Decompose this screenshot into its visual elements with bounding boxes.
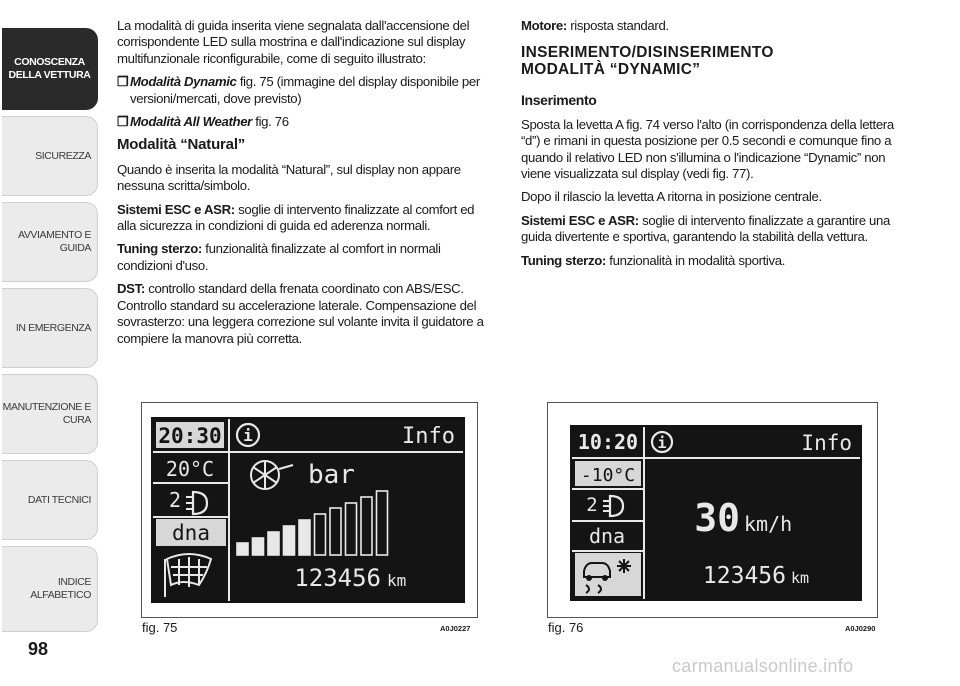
inserimento-subheading: Inserimento <box>521 92 597 109</box>
tab-label-line2: CURA <box>62 414 91 426</box>
tab-label-line1: IN EMERGENZA <box>15 321 91 334</box>
temperature-readout: 20°C <box>165 457 215 481</box>
odometer-readout: 123456 <box>702 563 786 589</box>
tab-indice-alfabetico[interactable] <box>2 546 98 632</box>
tab-in-emergenza[interactable] <box>2 288 98 368</box>
esc-term: Sistemi ESC e ASR: <box>521 212 639 228</box>
dst-term: DST: <box>117 281 145 297</box>
tuning-term: Tuning sterzo: <box>521 252 606 268</box>
boost-bar <box>268 532 279 555</box>
section-title-line1: INSERIMENTO/DISINSERIMENTO <box>521 44 774 62</box>
bullet-text: fig. 76 <box>251 114 289 130</box>
tab-label-line2: DELLA VETTURA <box>8 69 91 81</box>
tab-label-line1: MANUTENZIONE E <box>2 401 91 413</box>
tuning-term: Tuning sterzo: <box>117 241 202 257</box>
release-paragraph: Dopo il rilascio la levetta A ritorna in posizione centrale. <box>521 189 822 205</box>
motore-text: risposta standard. <box>566 18 669 33</box>
boost-bar <box>361 497 372 555</box>
speed-readout: 30 <box>694 496 740 540</box>
checkbox-bullet-icon: ❒ <box>117 114 129 130</box>
instruction-paragraph: Sposta la levetta A fig. 74 verso l'alto (in corrispondenza della lettera “d”) e rimani in questa posizione per 0.5 secondi e comunque fino a quando il relativo LED non s'illumina o l'indicazione “Dynamic” non viene visualizzata sul display (vedi fig. 77). <box>521 116 894 182</box>
info-circle-icon <box>652 432 672 452</box>
section-title <box>521 44 907 78</box>
esc-text: soglie di intervento finalizzate al comfort ed alla sicurezza in condizioni di guida ed aderenza normali. <box>117 201 475 234</box>
esc-term: Sistemi ESC e ASR: <box>117 201 235 217</box>
boost-label: bar <box>308 460 355 490</box>
headlight-icon <box>603 496 623 516</box>
watermark: carmanualsonline.info <box>672 656 854 676</box>
tab-sicurezza[interactable] <box>2 116 98 196</box>
tuning-text: funzionalità finalizzate al comfort in normali condizioni d'uso. <box>117 241 441 273</box>
display-dynamic <box>151 417 465 603</box>
tab-manutenzione-e-cura[interactable] <box>2 374 98 454</box>
tab-label-line1: CONOSCENZA <box>14 56 85 68</box>
turbo-icon <box>251 461 293 489</box>
page-number: 98 <box>28 639 49 659</box>
bullet-title: Modalità All Weather <box>130 114 252 130</box>
intro-paragraph: La modalità di guida inserita viene segnalata dall'accensione del corrispondente LED sulla mostrina e dall'indicazione sul display multifunzionale riconfigurabile, come di seguito illustrato: <box>117 18 470 66</box>
boost-bar <box>299 520 310 555</box>
esc-paragraph <box>117 202 489 235</box>
chapter-sidebar <box>0 0 100 686</box>
tuning-paragraph <box>521 253 907 269</box>
gear-readout: 2 <box>586 494 598 516</box>
tab-label-line1: SICUREZZA <box>35 149 91 162</box>
boost-bar <box>330 508 341 555</box>
info-circle-icon <box>237 424 259 446</box>
tab-label-line2: GUIDA <box>59 242 91 254</box>
esc-text: soglie di intervento finalizzate a garantire una guida divertente e sportiva, garantendo la stabilità della vettura. <box>521 212 890 245</box>
figure-76-code: A0J0290 <box>845 624 876 633</box>
figure-76-caption: fig. 76 <box>548 620 584 635</box>
flag-icon <box>165 554 211 597</box>
boost-bar <box>315 514 326 555</box>
tab-label-line1: AVVIAMENTO E <box>18 229 91 241</box>
right-column <box>521 18 907 276</box>
tab-label-line1: DATI TECNICI <box>27 493 91 506</box>
tuning-paragraph <box>117 241 489 274</box>
tab-label-line1: INDICE ALFABETICO <box>30 576 91 601</box>
tab-conoscenza-della-vettura[interactable] <box>2 28 98 110</box>
tab-avviamento-e-guida[interactable] <box>2 202 98 282</box>
natural-paragraph: Quando è inserita la modalità “Natural”, sul display non appare nessuna scritta/simbolo. <box>117 161 461 194</box>
left-column <box>117 18 489 354</box>
display-all-weather <box>570 425 862 601</box>
esc-paragraph <box>521 213 907 246</box>
info-label: Info <box>402 424 455 449</box>
boost-bar <box>253 538 264 555</box>
boost-bar <box>377 491 388 555</box>
section-title-line2: MODALITÀ “DYNAMIC” <box>521 61 701 79</box>
dst-paragraph <box>117 281 489 347</box>
temperature-readout: -10°C <box>580 465 636 486</box>
headlight-icon <box>186 492 207 514</box>
boost-bar <box>237 543 248 555</box>
dna-mode-readout: dna <box>588 524 626 548</box>
bullet-dynamic <box>117 74 489 107</box>
figure-76 <box>547 402 878 618</box>
bullet-all-weather <box>117 114 489 130</box>
checkbox-bullet-icon: ❒ <box>117 74 129 90</box>
figure-75 <box>141 402 478 618</box>
odometer-readout: 123456 <box>294 564 381 592</box>
boost-bar <box>284 526 295 555</box>
natural-heading: Modalità “Natural” <box>117 136 246 154</box>
odometer-unit: km <box>791 569 810 587</box>
motore-paragraph <box>521 18 907 34</box>
bullet-text: fig. 75 (immagine del display disponibile per versioni/mercati, dove previsto) <box>130 74 480 106</box>
svg-text:i: i <box>243 426 253 445</box>
odometer-unit: km <box>387 571 407 590</box>
tab-dati-tecnici[interactable] <box>2 460 98 540</box>
bullet-title: Modalità Dynamic <box>130 74 237 90</box>
svg-text:i: i <box>657 434 667 452</box>
time-readout: 20:30 <box>158 424 222 448</box>
figure-75-code: A0J0227 <box>440 624 471 633</box>
time-readout: 10:20 <box>577 430 639 454</box>
info-label: Info <box>801 431 852 455</box>
tuning-text: funzionalità in modalità sportiva. <box>605 252 786 268</box>
boost-bar-gauge <box>237 491 388 555</box>
dna-mode-readout: dna <box>172 521 210 545</box>
speed-unit: km/h <box>744 512 793 536</box>
boost-bar <box>346 503 357 555</box>
dst-text: controllo standard della frenata coordinato con ABS/ESC. Controllo standard su accelerazione laterale. Compensazione del sovrasterzo: una leggera correzione sul volante invita il guidatore a compiere la manovra più corretta. <box>117 281 484 346</box>
motore-term: Motore: <box>521 18 567 33</box>
figure-75-caption: fig. 75 <box>142 620 178 635</box>
gear-readout: 2 <box>168 488 182 512</box>
